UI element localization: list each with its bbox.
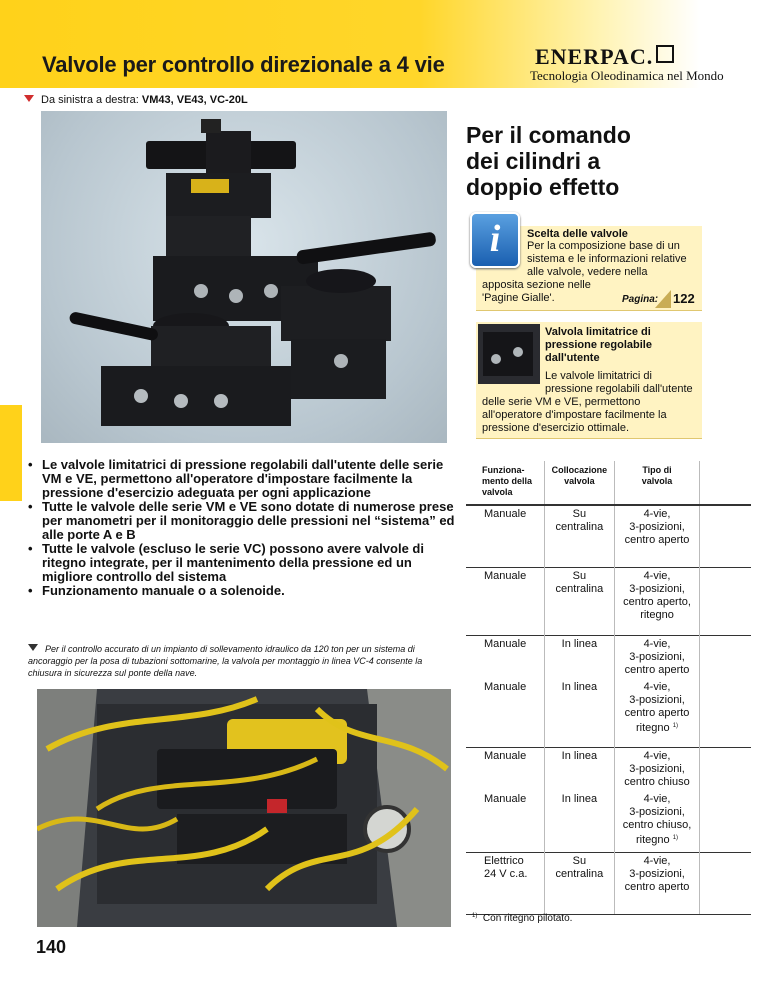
col-operation-header	[466, 461, 544, 505]
application-photo	[37, 689, 451, 927]
cell-empty	[700, 791, 752, 853]
footnote-mark: 1)	[672, 834, 679, 841]
relief-box-text	[482, 370, 698, 435]
cell-location	[544, 853, 614, 915]
cell-empty	[700, 747, 752, 791]
cell-line: 3-posizioni,	[629, 868, 685, 880]
col-empty-header	[700, 461, 752, 505]
brand-name: ENERPAC.	[535, 44, 654, 69]
page-number: 140	[36, 937, 67, 957]
cell-operation: Manuale	[466, 505, 544, 567]
cell-line: Su	[572, 855, 587, 867]
relief-line: pressione regolabili dall'utente	[545, 383, 693, 395]
cell-line: 4-vie,	[643, 637, 671, 650]
application-caption-text: Per il controllo accurato di un impianto di sollevamento idraulico da 120 ton per un sistema di ancoraggio per la posa di tubazioni sottomarine, la valvola per montaggio in linea VC-4 consente la chiusura in sicurezza sul ponte della nave.	[28, 644, 423, 678]
page-reference-number[interactable]: 122	[673, 291, 695, 306]
table-row	[466, 567, 751, 635]
section-title-line: doppio effetto	[466, 174, 620, 200]
header-line: valvola	[482, 487, 513, 497]
table-row	[466, 747, 751, 791]
section-title-line: dei cilindri a	[466, 148, 601, 174]
cell-operation: Manuale	[466, 747, 544, 791]
relief-title-line: dall'utente	[545, 352, 600, 364]
cell-line: centro aperto,	[623, 595, 691, 608]
cell-type	[615, 853, 700, 915]
cell-location	[544, 505, 614, 567]
table-footnote	[472, 913, 572, 924]
application-illustration	[37, 689, 451, 927]
triangle-down-icon	[28, 644, 38, 651]
cell-line: centralina	[555, 521, 604, 533]
logo-square-icon	[656, 45, 674, 63]
section-tab	[0, 405, 22, 501]
info-line: 'Pagine Gialle'.	[482, 292, 555, 304]
table-row	[466, 505, 751, 567]
cell-location	[544, 567, 614, 635]
cell-operation: Manuale	[466, 679, 544, 747]
cell-line: centro aperto	[624, 881, 690, 893]
header-line: mento della	[482, 476, 533, 486]
cell-line: 4-vie,	[643, 569, 671, 582]
caption-models: VM43, VE43, VC-20L	[141, 94, 248, 106]
cell-text: ritegno	[636, 722, 670, 734]
table-header-row	[466, 461, 751, 505]
feature-item: • Tutte le valvole (escluso le serie VC) possono avere valvole di ritegno integrate, per il mantenimento della pressione ed un migliore controllo del sistema	[28, 542, 458, 584]
cell-line	[618, 832, 696, 847]
relief-box-title	[545, 326, 652, 365]
application-caption	[28, 643, 448, 679]
info-line: sistema e le informazioni relative	[527, 253, 687, 265]
feature-item: • Le valvole limitatrici di pressione regolabili dall'utente delle serie VM e VE, permettono all'operatore d'impostare facilmente la pressione d'esercizio adeguata per ogni applicazione	[28, 458, 458, 500]
table-row	[466, 679, 751, 747]
relief-line: all'operatore d'impostare facilmente la	[482, 409, 667, 421]
valves-illustration	[41, 111, 447, 443]
photo-caption-top	[24, 94, 248, 106]
info-line: apposita sezione nelle	[482, 279, 591, 291]
section-title-line: Per il comando	[466, 122, 631, 148]
cell-location	[544, 679, 614, 747]
cell-line: 3-posizioni,	[629, 650, 685, 663]
info-line: Per la composizione base di un	[527, 240, 680, 252]
cell-location	[544, 747, 614, 791]
cell-line: ritegno	[640, 608, 674, 621]
brand-tagline: Tecnologia Oleodinamica nel Mondo	[530, 68, 724, 83]
page-fold-icon	[655, 290, 671, 308]
cell-operation: Manuale	[466, 567, 544, 635]
cell-line: In linea	[561, 749, 598, 762]
cell-line: In linea	[561, 681, 598, 693]
footnote-text: Con ritegno pilotato.	[482, 913, 573, 924]
header-line: Funziona-	[482, 465, 525, 475]
caption-prefix: Da sinistra a destra:	[41, 94, 139, 106]
cell-line: 3-posizioni,	[629, 694, 685, 706]
cell-line: 4-vie,	[643, 855, 671, 867]
valve-table	[466, 461, 751, 915]
cell-line: In linea	[561, 792, 598, 805]
cell-line: 3-posizioni,	[629, 582, 685, 595]
cell-line: Elettrico	[484, 855, 524, 867]
header-line: Tipo di	[642, 465, 672, 475]
cell-operation	[466, 853, 544, 915]
cell-type	[615, 635, 700, 679]
cell-line: Su	[572, 569, 587, 582]
table-row	[466, 635, 751, 679]
info-icon-glyph: i	[489, 218, 501, 260]
cell-operation: Manuale	[466, 635, 544, 679]
header-line: valvola	[564, 476, 595, 486]
cell-text: ritegno	[636, 833, 670, 846]
cell-type	[615, 567, 700, 635]
cell-type	[615, 791, 700, 853]
cell-line: centro aperto	[624, 534, 690, 546]
cell-line: centro aperto	[624, 707, 690, 719]
relief-title-line: pressione regolabile	[545, 339, 652, 351]
table-row	[466, 791, 751, 853]
valves-product-photo	[41, 111, 447, 443]
brand-logo	[535, 44, 674, 70]
relief-line: pressione d'esercizio ottimale.	[482, 422, 630, 434]
cell-empty	[700, 505, 752, 567]
table-row	[466, 853, 751, 915]
cell-empty	[700, 567, 752, 635]
info-box-title: Scelta delle valvole	[527, 228, 628, 240]
footnote-mark: 1)	[672, 723, 679, 729]
cell-line: 4-vie,	[643, 681, 671, 693]
cell-type	[615, 747, 700, 791]
section-title	[466, 122, 631, 200]
feature-item: • Funzionamento manuale o a solenoide.	[28, 584, 458, 598]
relief-line: delle serie VM e VE, permettono	[482, 396, 641, 408]
cell-location	[544, 635, 614, 679]
cell-line: 3-posizioni,	[629, 762, 685, 775]
header-line: valvola	[641, 476, 673, 486]
cell-type	[615, 505, 700, 567]
relief-line: Le valvole limitatrici di	[545, 370, 652, 382]
feature-item: • Tutte le valvole delle serie VM e VE sono dotate di numerose prese per manometri per il monitoraggio delle pressioni nel “sistema” ed alle porte A e B	[28, 500, 458, 542]
cell-empty	[700, 679, 752, 747]
page-header-title: Valvole per controllo direzionale a 4 vie	[42, 52, 445, 77]
cell-line: centro chiuso,	[622, 818, 692, 831]
cell-line	[618, 720, 696, 735]
cell-line: Su	[572, 508, 587, 520]
cell-line: 4-vie,	[643, 792, 671, 805]
cell-type	[615, 679, 700, 747]
page-reference-label: Pagina:	[622, 294, 659, 305]
feature-list	[28, 458, 458, 598]
cell-location	[544, 791, 614, 853]
cell-empty	[700, 635, 752, 679]
header-line: Collocazione	[551, 465, 608, 475]
col-type-header	[615, 461, 700, 505]
footnote-mark: 1)	[472, 913, 478, 919]
cell-line: 3-posizioni,	[629, 521, 685, 533]
cell-operation: Manuale	[466, 791, 544, 853]
cell-line: 3-posizioni,	[629, 805, 685, 818]
col-location-header	[544, 461, 614, 505]
cell-line: 24 V c.a.	[484, 868, 528, 880]
cell-line: 4-vie,	[643, 749, 671, 762]
cell-empty	[700, 853, 752, 915]
cell-line: 4-vie,	[643, 508, 671, 520]
cell-line: In linea	[561, 637, 598, 650]
triangle-down-icon	[24, 95, 34, 102]
cell-line: centralina	[555, 868, 604, 880]
relief-title-line: Valvola limitatrice di	[545, 326, 651, 338]
cell-line: centralina	[555, 582, 604, 595]
info-line: alle valvole, vedere nella	[527, 266, 648, 278]
cell-line: centro chiuso	[624, 775, 690, 788]
cell-line: centro aperto	[624, 663, 690, 676]
